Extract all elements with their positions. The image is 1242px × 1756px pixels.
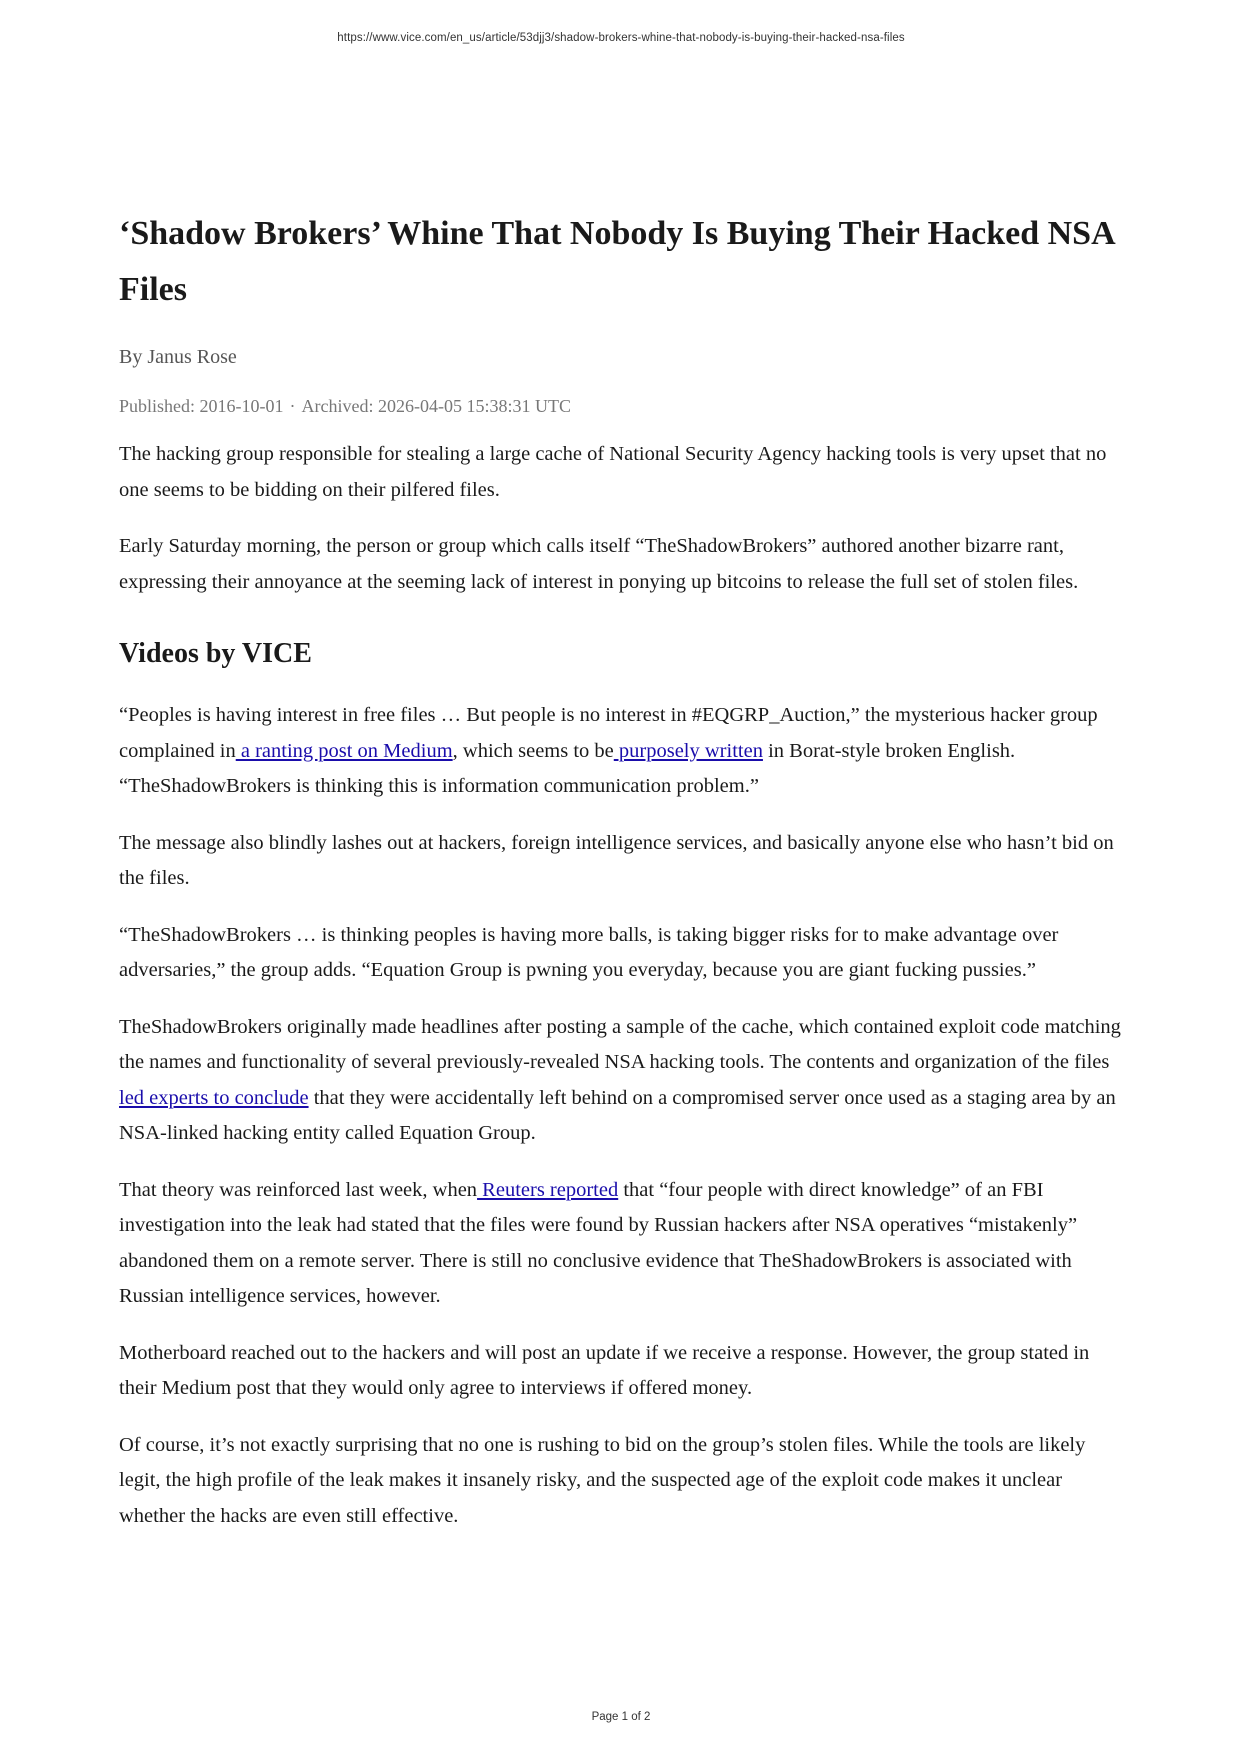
paragraph-7 xyxy=(119,1173,1127,1315)
paragraph-3-text-3: in Borat-style broken English. “TheShadowBrokers is thinking this is information communication problem.” xyxy=(119,739,1016,797)
archived-date: Archived: 2026-04-05 15:38:31 UTC xyxy=(301,396,571,416)
experts-conclude-link[interactable]: led experts to conclude xyxy=(119,1086,309,1109)
paragraph-7-text-2: that “four people with direct knowledge” of an FBI investigation into the leak had stated that the files were found by Russian hackers after NSA operatives “mistakenly” abandoned them on a remote server. There is still no conclusive evidence that TheShadowBrokers is associated with Russian intelligence services, however. xyxy=(119,1178,1078,1307)
paragraph-3 xyxy=(119,698,1127,805)
paragraph-8: Motherboard reached out to the hackers and will post an update if we receive a response. However, the group stated in their Medium post that they would only agree to interviews if offered money. xyxy=(119,1341,1090,1399)
published-date: Published: 2016-10-01 xyxy=(119,396,284,416)
paragraph-2: Early Saturday morning, the person or group which calls itself “TheShadowBrokers” authored another bizarre rant, expressing their annoyance at the seeming lack of interest in ponying up bitcoins to release the full set of stolen files. xyxy=(119,535,1079,593)
paragraph-4: The message also blindly lashes out at hackers, foreign intelligence services, and basically anyone else who hasn’t bid on the files. xyxy=(119,831,1114,889)
article-byline: By Janus Rose xyxy=(119,346,237,368)
page-url-header: https://www.vice.com/en_us/article/53djj3/shadow-brokers-whine-that-nobody-is-buying-their-hacked-nsa-files xyxy=(337,32,905,44)
date-separator: · xyxy=(289,396,296,416)
paragraph-6 xyxy=(119,1010,1127,1152)
paragraph-3-text-1: “Peoples is having interest in free files … But people is no interest in #EQGRP_Auction,” the mysterious hacker group complained in xyxy=(119,704,1098,762)
paragraph-3-text-2: , which seems to be xyxy=(452,739,614,762)
section-heading: Videos by VICE xyxy=(119,638,312,669)
medium-post-link[interactable]: a ranting post on Medium xyxy=(235,739,453,762)
paragraph-1: The hacking group responsible for stealing a large cache of National Security Agency hacking tools is very upset that no one seems to be bidding on their pilfered files. xyxy=(119,443,1107,501)
article-title: ‘Shadow Brokers’ Whine That Nobody Is Buying Their Hacked NSA Files xyxy=(119,215,1114,308)
paragraph-6-text-2: that they were accidentally left behind on a compromised server once used as a staging area by an NSA-linked hacking entity called Equation Group. xyxy=(119,1086,1116,1144)
paragraph-5: “TheShadowBrokers … is thinking peoples is having more balls, is taking bigger risks for to make advantage over adversaries,” the group adds. “Equation Group is pwning you everyday, because you are giant fucking pussies.” xyxy=(119,923,1059,981)
paragraph-7-text-1: That theory was reinforced last week, when xyxy=(119,1178,478,1201)
article xyxy=(119,206,1127,1534)
article-dates xyxy=(119,393,1127,419)
paragraph-9: Of course, it’s not exactly surprising that no one is rushing to bid on the group’s stolen files. While the tools are likely legit, the high profile of the leak makes it insanely risky, and the suspected age of the exploit code makes it unclear whether the hacks are even still effective. xyxy=(119,1433,1086,1527)
purposely-written-link[interactable]: purposely written xyxy=(613,739,763,762)
page-number: Page 1 of 2 xyxy=(591,1711,651,1723)
reuters-reported-link[interactable]: Reuters reported xyxy=(477,1178,619,1201)
paragraph-6-text-1: TheShadowBrokers originally made headlines after posting a sample of the cache, which contained exploit code matching the names and functionality of several previously-revealed NSA hacking tools. The contents and organization of the files xyxy=(119,1015,1121,1073)
